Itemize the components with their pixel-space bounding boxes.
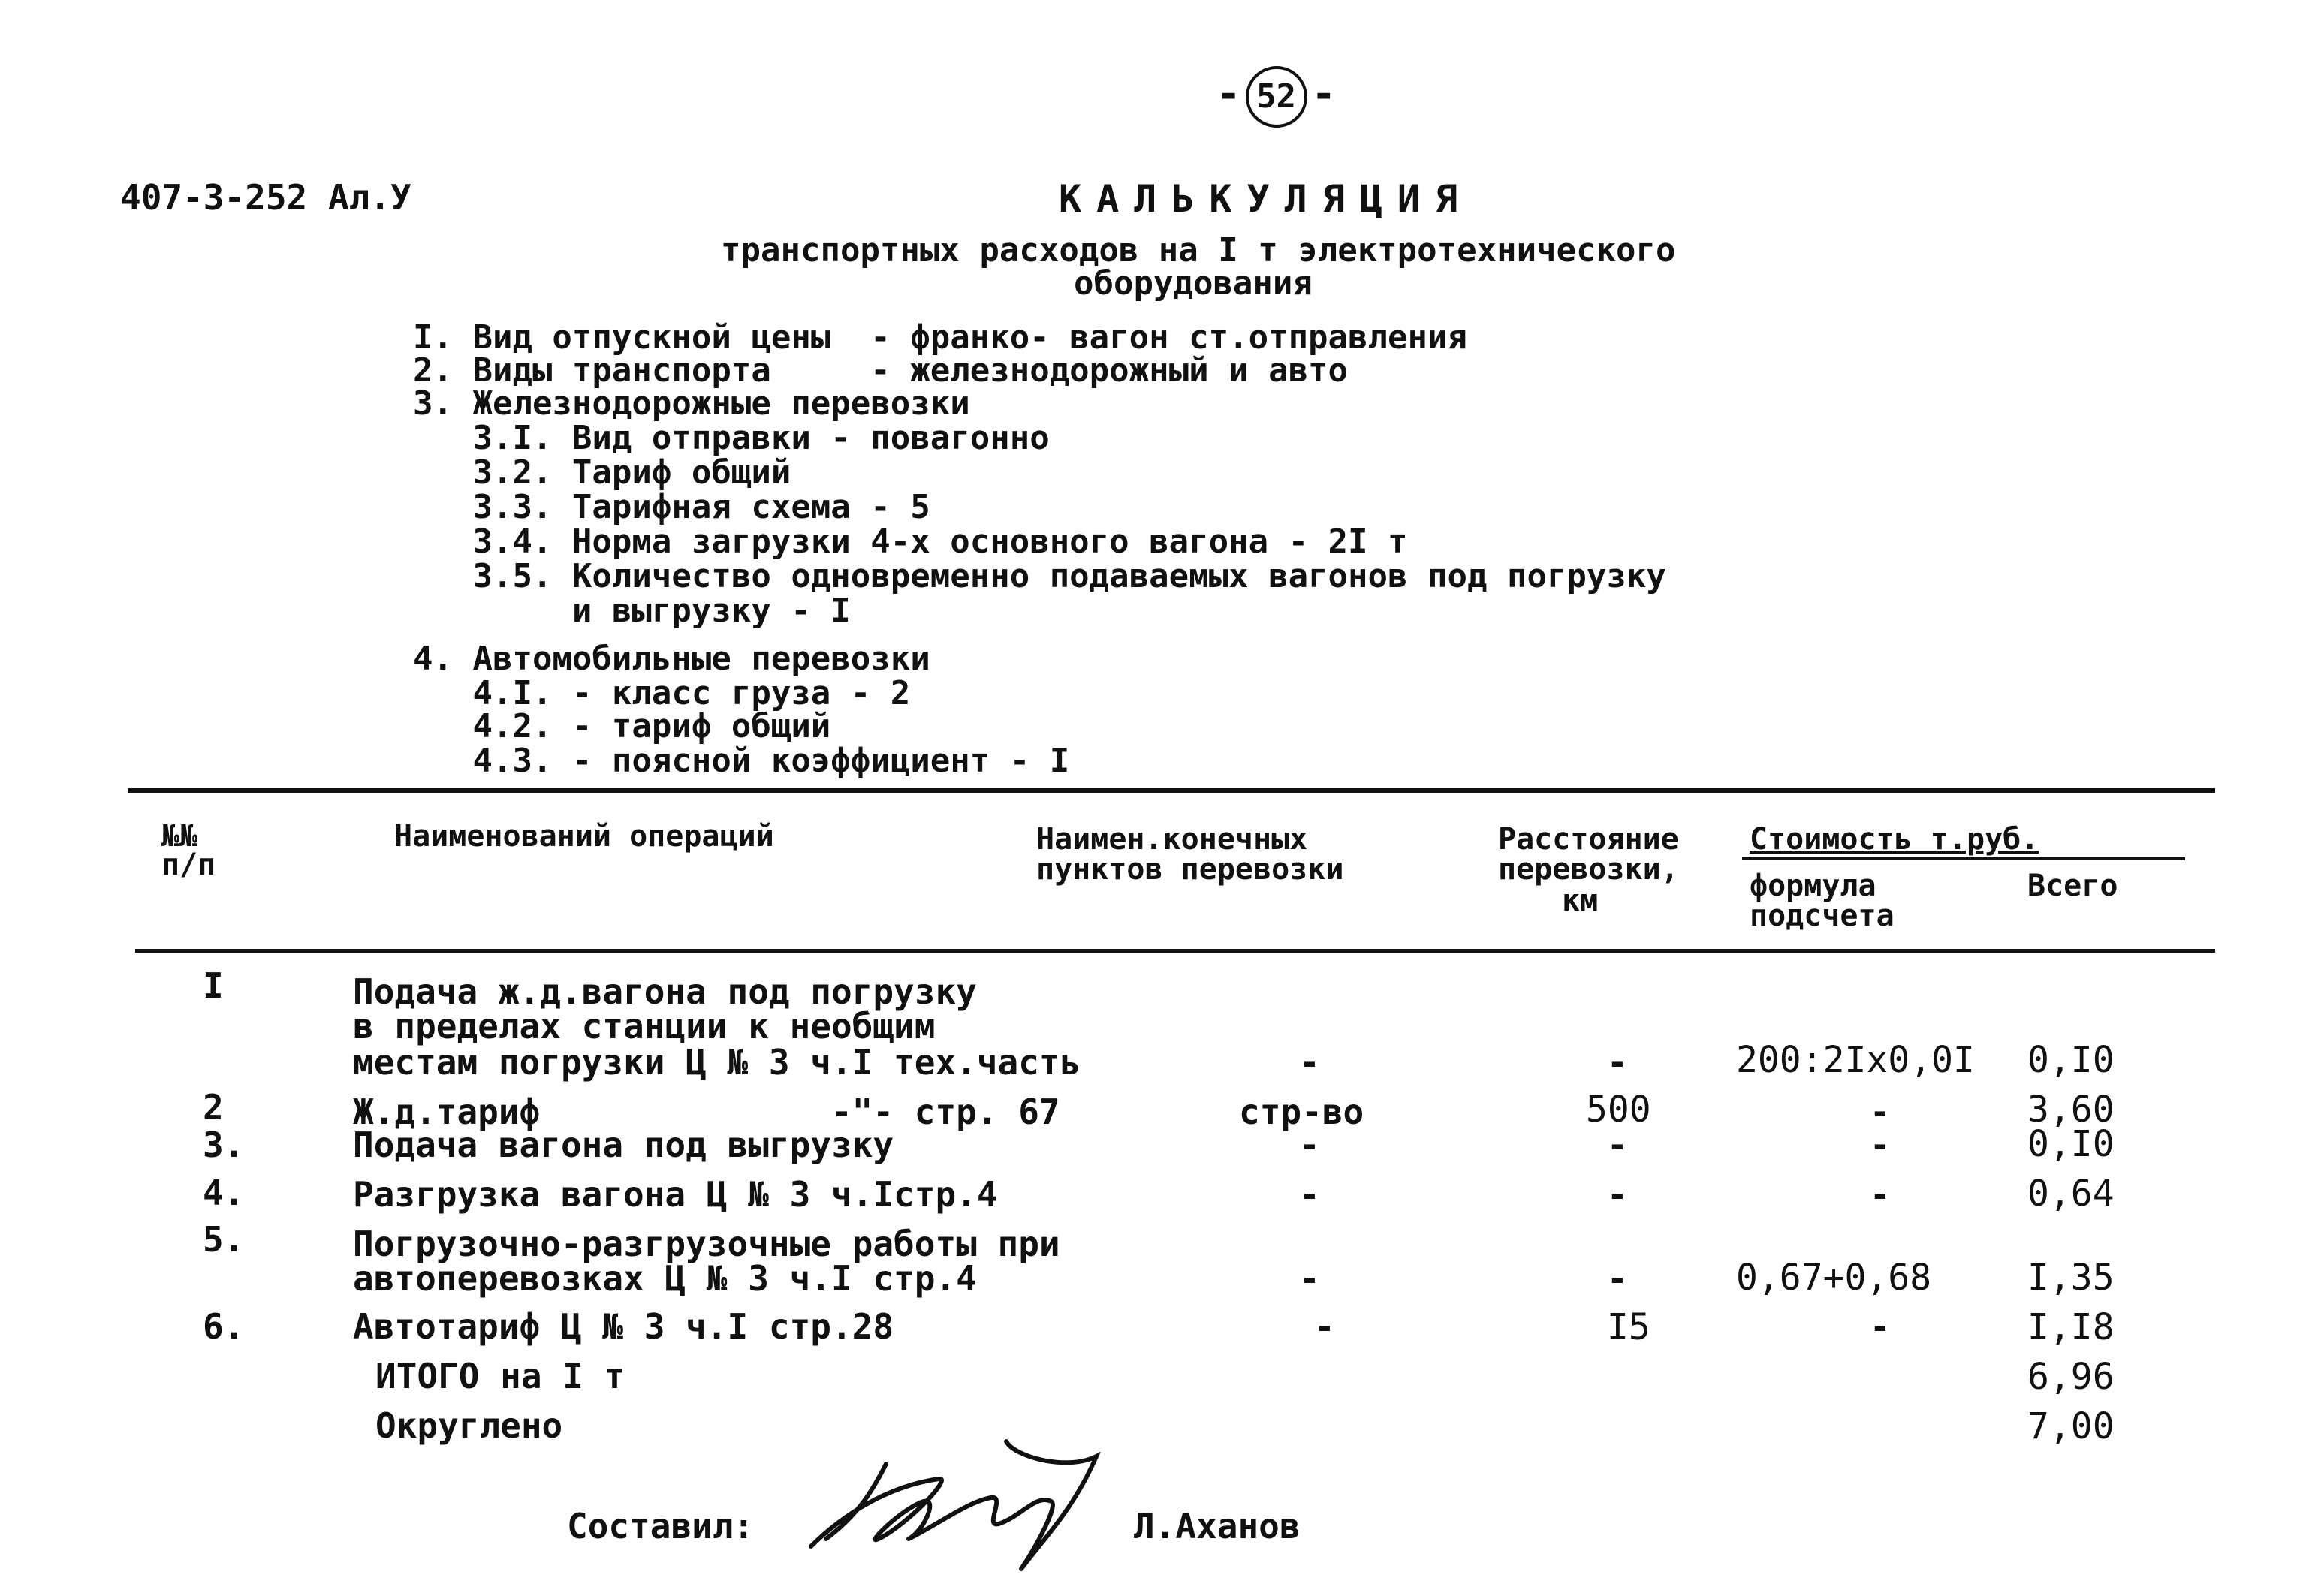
row-formula: - (1870, 1092, 1891, 1132)
row-formula: 200:2Iх0,0I (1736, 1039, 1975, 1081)
page-number-value: 52 (1246, 66, 1307, 128)
document-subtitle-line2: оборудования (1074, 264, 1313, 303)
total-value: 6,96 (2027, 1356, 2115, 1398)
row-num: 2 (203, 1087, 224, 1128)
row-num: 6. (203, 1306, 245, 1347)
rounded-label: Округлено (375, 1405, 563, 1446)
compiled-by-name: Л.Аханов (1134, 1506, 1301, 1546)
param-line: 4.2. - тариф общий (413, 707, 831, 745)
table-top-rule (128, 788, 2215, 793)
param-line: 4. Автомобильные перевозки (413, 640, 930, 678)
row-total: I,35 (2027, 1257, 2115, 1299)
param-line: I. Вид отпускной цены - франко- вагон ст.отправления (413, 318, 1467, 357)
row-points: - (1299, 1174, 1320, 1215)
row-operation: Разгрузка вагона Ц № 3 ч.Iстр.4 (353, 1174, 998, 1215)
row-operation: Автотариф Ц № 3 ч.I стр.28 (353, 1306, 894, 1347)
header-points: Наимен.конечных (1036, 822, 1308, 857)
row-num: 4. (203, 1173, 245, 1213)
total-label: ИТОГО на I т (375, 1356, 625, 1396)
row-distance: - (1607, 1042, 1628, 1083)
row-distance: I5 (1607, 1306, 1650, 1348)
header-formula: формула (1750, 869, 1876, 903)
row-distance: 500 (1586, 1089, 1651, 1131)
row-points: стр-во (1239, 1092, 1364, 1132)
param-line: 3.3. Тарифная схема - 5 (413, 488, 930, 526)
param-line: 4.3. - поясной коэффициент - I (413, 742, 1070, 780)
document-subtitle-line1: транспортных расходов на I т электротехнического (721, 231, 1676, 270)
row-operation: в пределах станции к необщим (353, 1006, 936, 1046)
row-total: 0,64 (2027, 1173, 2115, 1215)
rounded-value: 7,00 (2027, 1405, 2115, 1447)
row-distance: - (1607, 1125, 1628, 1165)
header-distance: Расстояние (1498, 822, 1679, 857)
row-operation: Подача вагона под выгрузку (353, 1125, 894, 1165)
signature-image (796, 1426, 1171, 1576)
row-operation: местам погрузки Ц № 3 ч.I тех.часть (353, 1042, 1081, 1083)
row-points: - (1314, 1306, 1335, 1347)
header-cost-rule (1742, 857, 2185, 860)
row-num: I (203, 965, 224, 1006)
header-distance-unit: км (1562, 884, 1599, 918)
row-total: 0,I0 (2027, 1039, 2115, 1081)
row-num: 3. (203, 1125, 245, 1165)
row-operation: Подача ж.д.вагона под погрузку (353, 971, 977, 1012)
header-operation: Наименований операций (394, 819, 774, 854)
page-number: - 52 - (1216, 66, 1336, 128)
row-operation: Ж.д.тариф -"- стр. 67 (353, 1092, 1060, 1132)
row-formula: - (1870, 1306, 1891, 1347)
param-line: 3.4. Норма загрузки 4-х основного вагона - 2I т (413, 522, 1408, 561)
header-total: Всего (2027, 869, 2118, 903)
document-id: 407-3-252 Ал.У (120, 177, 411, 218)
row-formula: - (1870, 1174, 1891, 1215)
row-num: 5. (203, 1219, 245, 1260)
header-cost: Стоимость т.руб. (1750, 822, 2039, 857)
param-line: 3. Железнодорожные перевозки (413, 384, 970, 423)
row-points: - (1299, 1258, 1320, 1299)
param-line: 3.2. Тариф общий (413, 453, 791, 492)
compiled-by-label: Составил: (567, 1506, 755, 1546)
param-line: 2. Виды транспорта - железнодорожный и авто (413, 351, 1349, 390)
row-distance: - (1607, 1174, 1628, 1215)
header-points-sub: пунктов перевозки (1036, 852, 1344, 887)
row-distance: - (1607, 1258, 1628, 1299)
row-total: 3,60 (2027, 1089, 2115, 1131)
row-points: - (1299, 1125, 1320, 1165)
header-formula-sub: подсчета (1750, 899, 1895, 933)
row-operation: Погрузочно-разгрузочные работы при (353, 1224, 1060, 1264)
document-title: КАЛЬКУЛЯЦИЯ (1059, 177, 1473, 221)
param-line: 3.5. Количество одновременно подаваемых вагонов под погрузку (413, 557, 1666, 595)
row-total: 0,I0 (2027, 1123, 2115, 1165)
row-operation: автоперевозках Ц № 3 ч.I стр.4 (353, 1258, 977, 1299)
param-line: 3.I. Вид отправки - повагонно (413, 419, 1050, 457)
param-line: 4.I. - класс груза - 2 (413, 674, 911, 712)
row-total: I,I8 (2027, 1306, 2115, 1348)
param-line: и выгрузку - I (413, 592, 851, 630)
header-num-sub: п/п (161, 848, 216, 882)
header-distance-sub: перевозки, (1498, 852, 1679, 887)
table-header-rule (135, 949, 2215, 953)
row-points: - (1299, 1042, 1320, 1083)
row-formula: - (1870, 1125, 1891, 1165)
header-num: №№ (161, 819, 198, 854)
row-formula: 0,67+0,68 (1736, 1257, 1932, 1299)
